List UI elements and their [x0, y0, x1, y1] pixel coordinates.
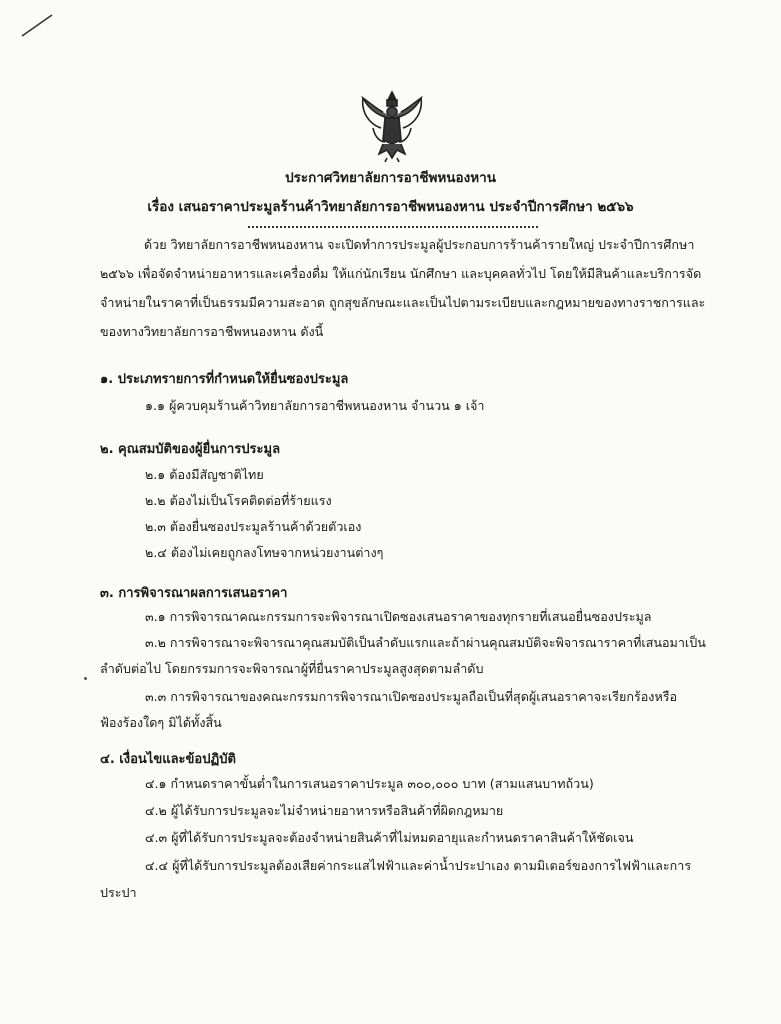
scan-speck	[84, 677, 87, 680]
section-1-heading: ๑. ประเภทรายการที่กำหนดให้ยื่นซองประมูล	[100, 372, 349, 387]
intro-line: ของทางวิทยาลัยการอาชีพหนองหาน ดังนี้	[100, 324, 324, 339]
section-2-item: ๒.๓ ต้องยื่นซองประมูลร้านค้าด้วยตัวเอง	[145, 519, 362, 534]
dotted-divider	[248, 226, 538, 228]
announcement-subject: เรื่อง เสนอราคาประมูลร้านค้าวิทยาลัยการอาชีพหนองหาน ประจำปีการศึกษา ๒๕๖๖	[147, 199, 634, 215]
section-3-heading: ๓. การพิจารณาผลการเสนอราคา	[100, 586, 288, 601]
intro-line: จำหน่ายในราคาที่เป็นธรรมมีความสะอาด ถูกสุขลักษณะและเป็นไปตามระเบียบและกฎหมายของทางราชการและ	[100, 295, 706, 310]
section-3-continuation: ฟ้องร้องใดๆ มิได้ทั้งสิ้น	[100, 715, 222, 730]
announcement-title: ประกาศวิทยาลัยการอาชีพหนองหาน	[285, 170, 496, 186]
section-4-continuation: ประปา	[100, 885, 137, 900]
section-4-item: ๔.๓ ผู้ที่ได้รับการประมูลจะต้องจำหน่ายสินค้าที่ไม่หมดอายุและกำหนดราคาสินค้าให้ชัดเจน	[145, 830, 634, 845]
section-3-continuation: ลำดับต่อไป โดยกรรมการจะพิจารณาผู้ที่ยื่นราคาประมูลสูงสุดตามลำดับ	[100, 661, 484, 676]
section-4-item: ๔.๔ ผู้ที่ได้รับการประมูลต้องเสียค่ากระแสไฟฟ้าและค่าน้ำประปาเอง ตามมิเตอร์ของการไฟฟ้าและการ	[145, 858, 692, 873]
intro-line: ด้วย วิทยาลัยการอาชีพหนองหาน จะเปิดทำการประมูลผู้ประกอบการร้านค้ารายใหญ่ ประจำปีการศึกษา	[144, 237, 695, 252]
intro-line: ๒๕๖๖ เพื่อจัดจำหน่ายอาหารและเครื่องดื่ม ให้แก่นักเรียน นักศึกษา และบุคคลทั่วไป โดยให้มีสินค้าและบริการจัด	[100, 266, 702, 281]
section-4-heading: ๔. เงื่อนไขและข้อปฏิบัติ	[100, 752, 236, 767]
intro-paragraph	[100, 230, 708, 346]
pen-stroke-mark	[20, 12, 54, 38]
section-4-item: ๔.๒ ผู้ได้รับการประมูลจะไม่จำหน่ายอาหารหรือสินค้าที่ผิดกฎหมาย	[145, 803, 504, 818]
section-3-item: ๓.๒ การพิจารณาจะพิจารณาคุณสมบัติเป็นลำดับแรกและถ้าผ่านคุณสมบัติจะพิจารณาราคาที่เสนอมาเป็น	[145, 635, 706, 650]
section-2-heading: ๒. คุณสมบัติของผู้ยื่นการประมูล	[100, 442, 281, 457]
section-1-item: ๑.๑ ผู้ควบคุมร้านค้าวิทยาลัยการอาชีพหนองหาน จำนวน ๑ เจ้า	[145, 398, 485, 413]
section-2-item: ๒.๒ ต้องไม่เป็นโรคติดต่อที่ร้ายแรง	[145, 493, 332, 508]
section-2-item: ๒.๔ ต้องไม่เคยถูกลงโทษจากหน่วยงานต่างๆ	[145, 545, 384, 560]
section-3-item: ๓.๑ การพิจารณาคณะกรรมการจะพิจารณาเปิดซองเสนอราคาของทุกรายที่เสนอยื่นซองประมูล	[145, 609, 652, 624]
section-2-item: ๒.๑ ต้องมีสัญชาติไทย	[145, 467, 264, 482]
garuda-emblem-icon	[359, 88, 425, 164]
section-4-item: ๔.๑ กำหนดราคาขั้นต่ำในการเสนอราคาประมูล ๓๐๐,๐๐๐ บาท (สามแสนบาทถ้วน)	[145, 776, 594, 791]
section-3-item: ๓.๓ การพิจารณาของคณะกรรมการพิจารณาเปิดซองประมูลถือเป็นที่สุดผู้เสนอราคาจะเรียกร้องหรือ	[145, 689, 678, 704]
